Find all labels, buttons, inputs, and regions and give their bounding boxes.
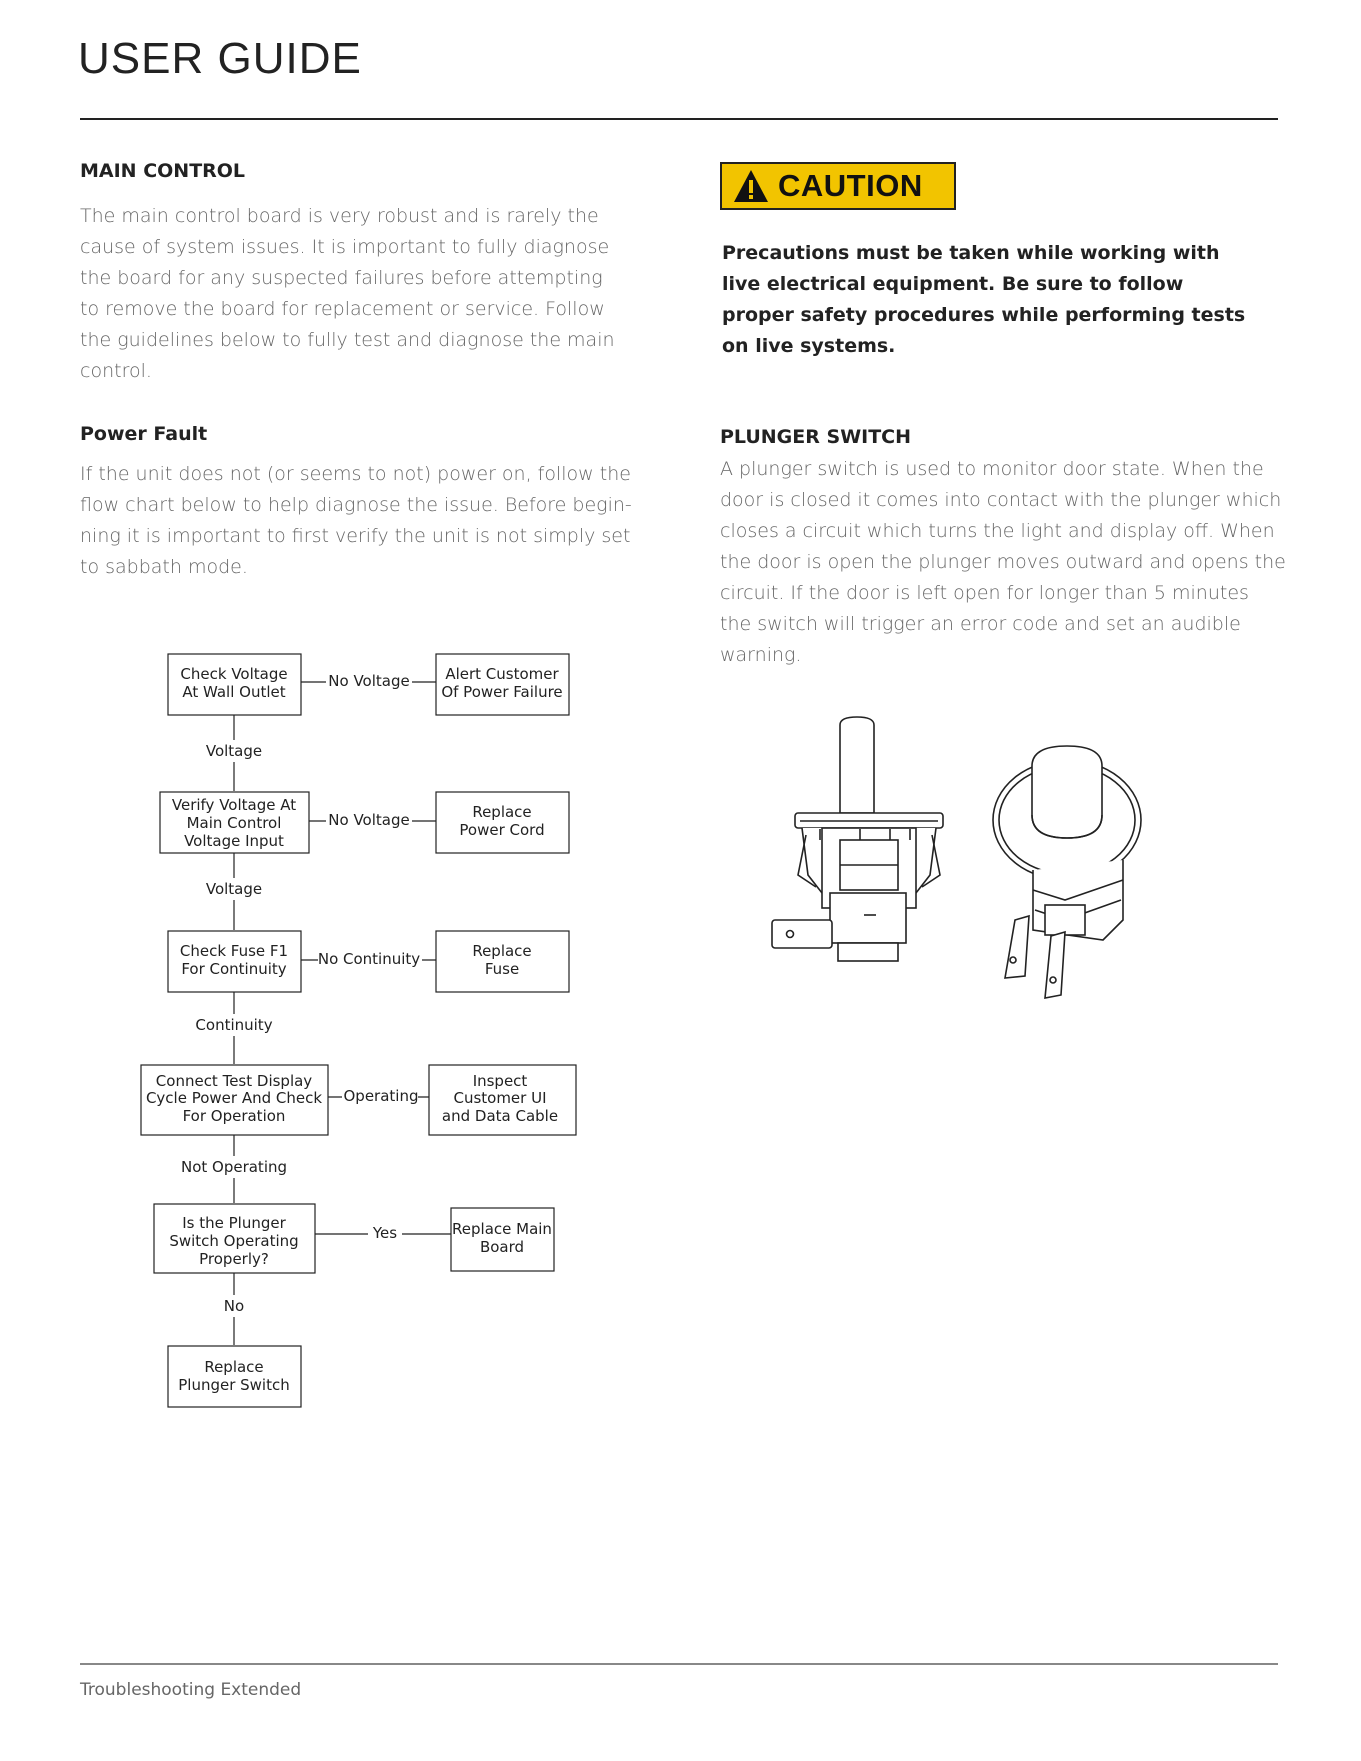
flow-branch-label: Operating: [343, 1087, 419, 1105]
flow-box-text: At Wall Outlet: [182, 683, 286, 701]
flow-next-label: Voltage: [205, 742, 263, 760]
plunger-switch-heading: PLUNGER SWITCH: [720, 426, 912, 448]
flow-box-text: Cycle Power And Check: [145, 1089, 323, 1107]
text-line: cause of system issues. It is important to fully diagnose: [80, 236, 610, 258]
text-line: flow chart below to help diagnose the issue. Before begin-: [80, 494, 632, 516]
flow-branch-label: No Voltage: [328, 811, 410, 829]
caution-label: [720, 162, 956, 210]
footer-text: Troubleshooting Extended: [80, 1680, 302, 1700]
text-line: control.: [80, 360, 152, 382]
flow-result-text: Board: [479, 1238, 525, 1256]
text-line: the door is open the plunger moves outward and opens the: [720, 551, 1286, 573]
flow-result-text: Fuse: [484, 960, 520, 978]
flow-result-text: Of Power Failure: [441, 683, 563, 701]
power-fault-heading: Power Fault: [80, 423, 208, 445]
flow-result-text: Inspect: [472, 1072, 528, 1090]
flow-result-text: Replace Main: [452, 1220, 552, 1238]
flow-result-text: Power Cord: [459, 821, 545, 839]
flow-box-text: Is the Plunger: [182, 1214, 286, 1232]
flow-result-text: and Data Cable: [441, 1107, 559, 1125]
text-line: the board for any suspected failures before attempting: [80, 267, 603, 289]
flow-box-text: Voltage Input: [184, 832, 284, 850]
text-line: If the unit does not (or seems to not) power on, follow the: [80, 463, 631, 485]
caution-text: CAUTION: [778, 168, 923, 203]
flow-result-text: Customer UI: [453, 1089, 547, 1107]
page-title: USER GUIDE: [78, 34, 362, 83]
flow-box-text: Properly?: [199, 1250, 269, 1268]
flow-box-text: Replace: [204, 1358, 264, 1376]
flow-result-text: Replace: [472, 942, 532, 960]
text-line: the guidelines below to fully test and diagnose the main: [80, 329, 615, 351]
flow-next-label: Continuity: [195, 1016, 273, 1034]
text-line: live electrical equipment. Be sure to follow: [722, 273, 1184, 295]
text-line: on live systems.: [722, 335, 896, 357]
flow-result-text: Alert Customer: [445, 665, 559, 683]
text-line: circuit. If the door is left open for longer than 5 minutes: [720, 582, 1249, 604]
text-line: proper safety procedures while performing tests: [722, 304, 1246, 326]
flow-box-text: Check Fuse F1: [179, 942, 289, 960]
plunger-switch-side-illustration: [760, 715, 960, 980]
flow-box-text: Connect Test Display: [155, 1072, 313, 1090]
flow-box-text: Plunger Switch: [178, 1376, 290, 1394]
flow-next-label: Voltage: [205, 880, 263, 898]
text-line: warning.: [720, 644, 802, 666]
warning-triangle-icon: [732, 168, 770, 204]
text-line: closes a circuit which turns the light and display off. When: [720, 520, 1275, 542]
plunger-switch-paragraph: [720, 454, 1300, 671]
flow-box-text: For Continuity: [181, 960, 287, 978]
plunger-switch-angle-illustration: [985, 740, 1155, 1000]
main-control-heading: MAIN CONTROL: [80, 160, 246, 182]
flow-branch-label: No Voltage: [328, 672, 410, 690]
caution-paragraph: [722, 238, 1282, 362]
text-line: Precautions must be taken while working with: [722, 242, 1220, 264]
flow-box-text: Main Control: [186, 814, 282, 832]
text-line: ning it is important to first verify the unit is not simply set: [80, 525, 631, 547]
flow-box-text: Check Voltage: [180, 665, 288, 683]
text-line: the switch will trigger an error code and set an audible: [720, 613, 1241, 635]
flow-box-text: Verify Voltage At: [171, 796, 297, 814]
flow-box-text: Switch Operating: [169, 1232, 299, 1250]
text-line: door is closed it comes into contact with the plunger which: [720, 489, 1282, 511]
flow-box-text: For Operation: [182, 1107, 286, 1125]
text-line: to remove the board for replacement or service. Follow: [80, 298, 605, 320]
text-line: to sabbath mode.: [80, 556, 248, 578]
flow-next-label: Not Operating: [180, 1158, 288, 1176]
footer-rule: [80, 1663, 1278, 1665]
flow-next-label: No: [223, 1297, 245, 1315]
flow-result-text: Replace: [472, 803, 532, 821]
flow-branch-label: No Continuity: [317, 950, 421, 968]
flow-branch-label: Yes: [372, 1224, 398, 1242]
text-line: The main control board is very robust and is rarely the: [80, 205, 599, 227]
text-line: A plunger switch is used to monitor door state. When the: [720, 458, 1264, 480]
